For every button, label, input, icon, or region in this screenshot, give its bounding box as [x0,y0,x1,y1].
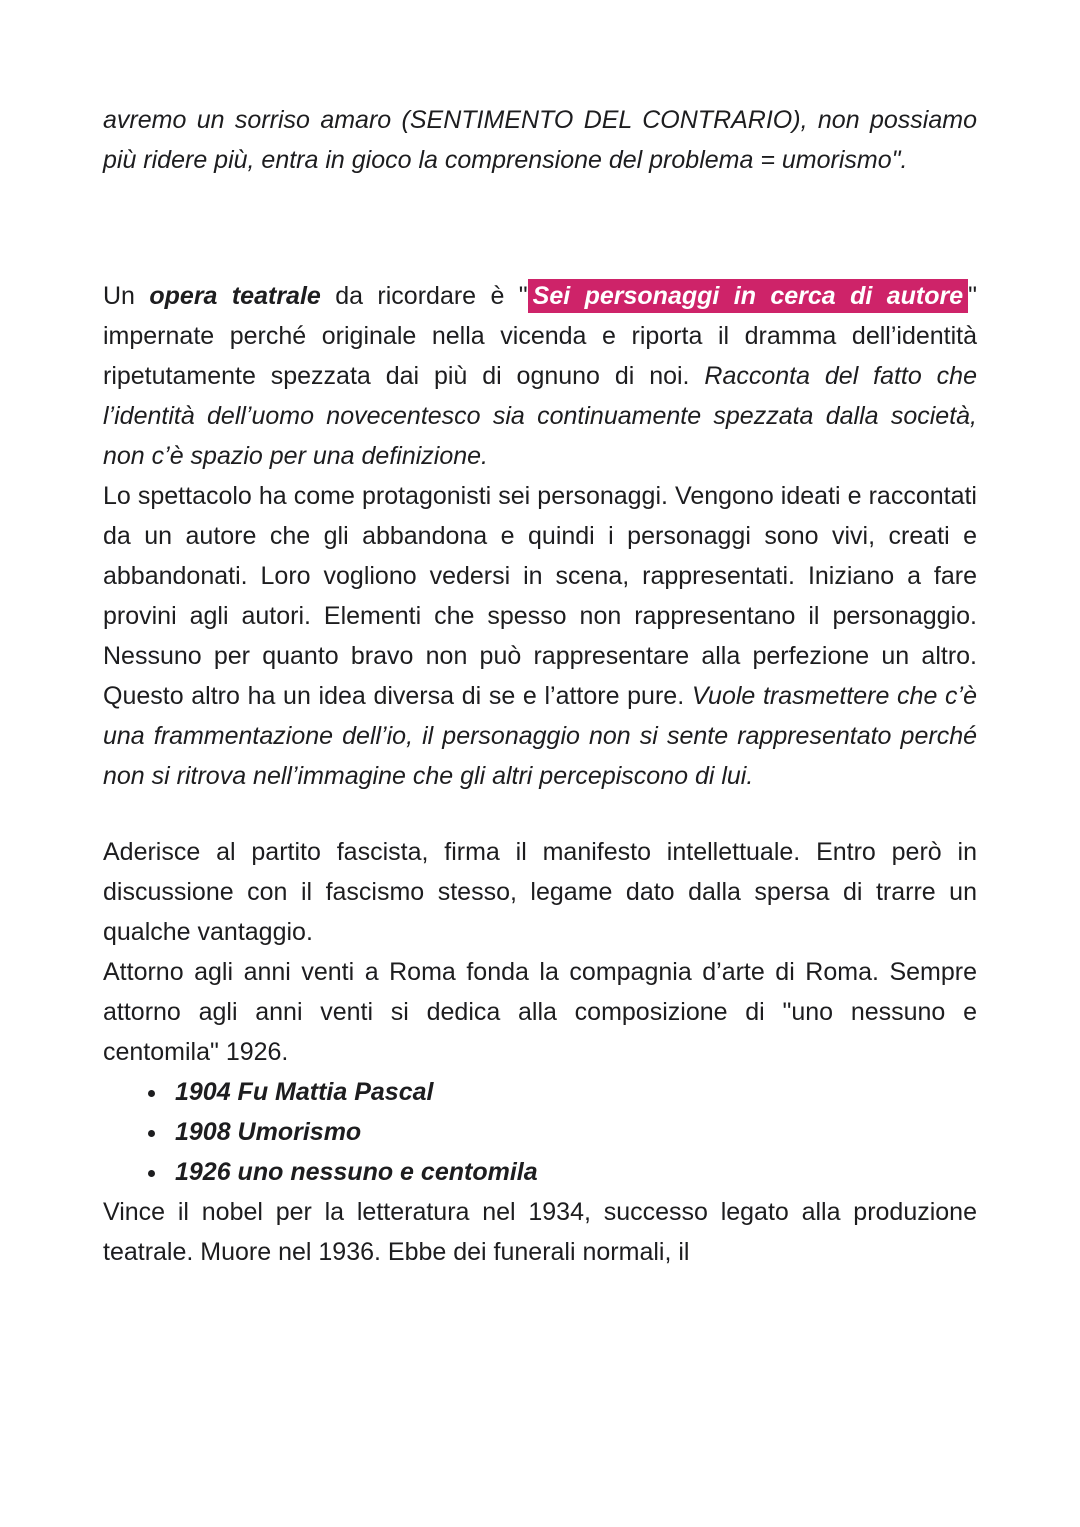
paragraph-spacer [103,180,977,276]
paragraph-opera-teatrale [103,276,977,476]
works-list [103,1072,977,1192]
opera-italic-commentary: Racconta del fatto che l’identità dell’uomo novecentesco sia continuamente spezzata dalla società, non c’è spazio per una definizione. [103,362,977,470]
opera-lead-text: Un [103,282,150,310]
paragraph-nobel: Vince il nobel per la letteratura nel 1934, successo legato alla produzione teatrale. Muore nel 1936. Ebbe dei funerali normali, il [103,1198,977,1266]
highlighted-title-sei-personaggi: Sei personaggi in cerca di autore [528,279,968,313]
spettacolo-normal-text: Lo spettacolo ha come protagonisti sei personaggi. Vengono ideati e raccontati da un autore che gli abbandona e quindi i personaggi sono vivi, creati e abbandonati. Loro vogliono vedersi in scena, rappresentati. Iniziano a fare provini agli autori. Elementi che spesso non rappresentano il personaggio. Nessuno per quanto bravo non può rappresentare alla perfezione un altro. Questo altro ha un idea diversa di se e l’attore pure. [103,482,977,710]
opera-mid-text: da ricordare è " [320,282,528,310]
paragraph-umorismo: avremo un sorriso amaro (SENTIMENTO DEL CONTRARIO), non possiamo più ridere più, entra in gioco la comprensione del problema = umorismo". [103,106,977,174]
work-item-1926: • 1926 uno nessuno e centomila [169,1152,977,1192]
spettacolo-italic-commentary: Vuole trasmettere che c’è una frammentazione dell’io, il personaggio non si sente rappresentato perché non si ritrova nell’immagine che gli altri percepiscono di lui. [103,682,977,790]
paragraph-spettacolo [103,476,977,796]
work-item-1904: • 1904 Fu Mattia Pascal [169,1072,977,1112]
opera-teatrale-emphasis: opera teatrale [149,282,321,310]
work-item-1908: • 1908 Umorismo [169,1112,977,1152]
paragraph-roma: Attorno agli anni venti a Roma fonda la compagnia d’arte di Roma. Sempre attorno agli anni venti si dedica alla composizione di "uno nessuno e centomila" 1926. [103,958,977,1066]
paragraph-fascismo: Aderisce al partito fascista, firma il manifesto intellettuale. Entro però in discussione con il fascismo stesso, legame dato dalla spersa di trarre un qualche vantaggio. [103,838,977,946]
paragraph-spacer [103,796,977,832]
opera-after-highlight-text: " impernate perché originale nella vicenda e riporta il dramma dell’identità ripetutamente spezzata dai più di ognuno di noi. [103,282,978,390]
